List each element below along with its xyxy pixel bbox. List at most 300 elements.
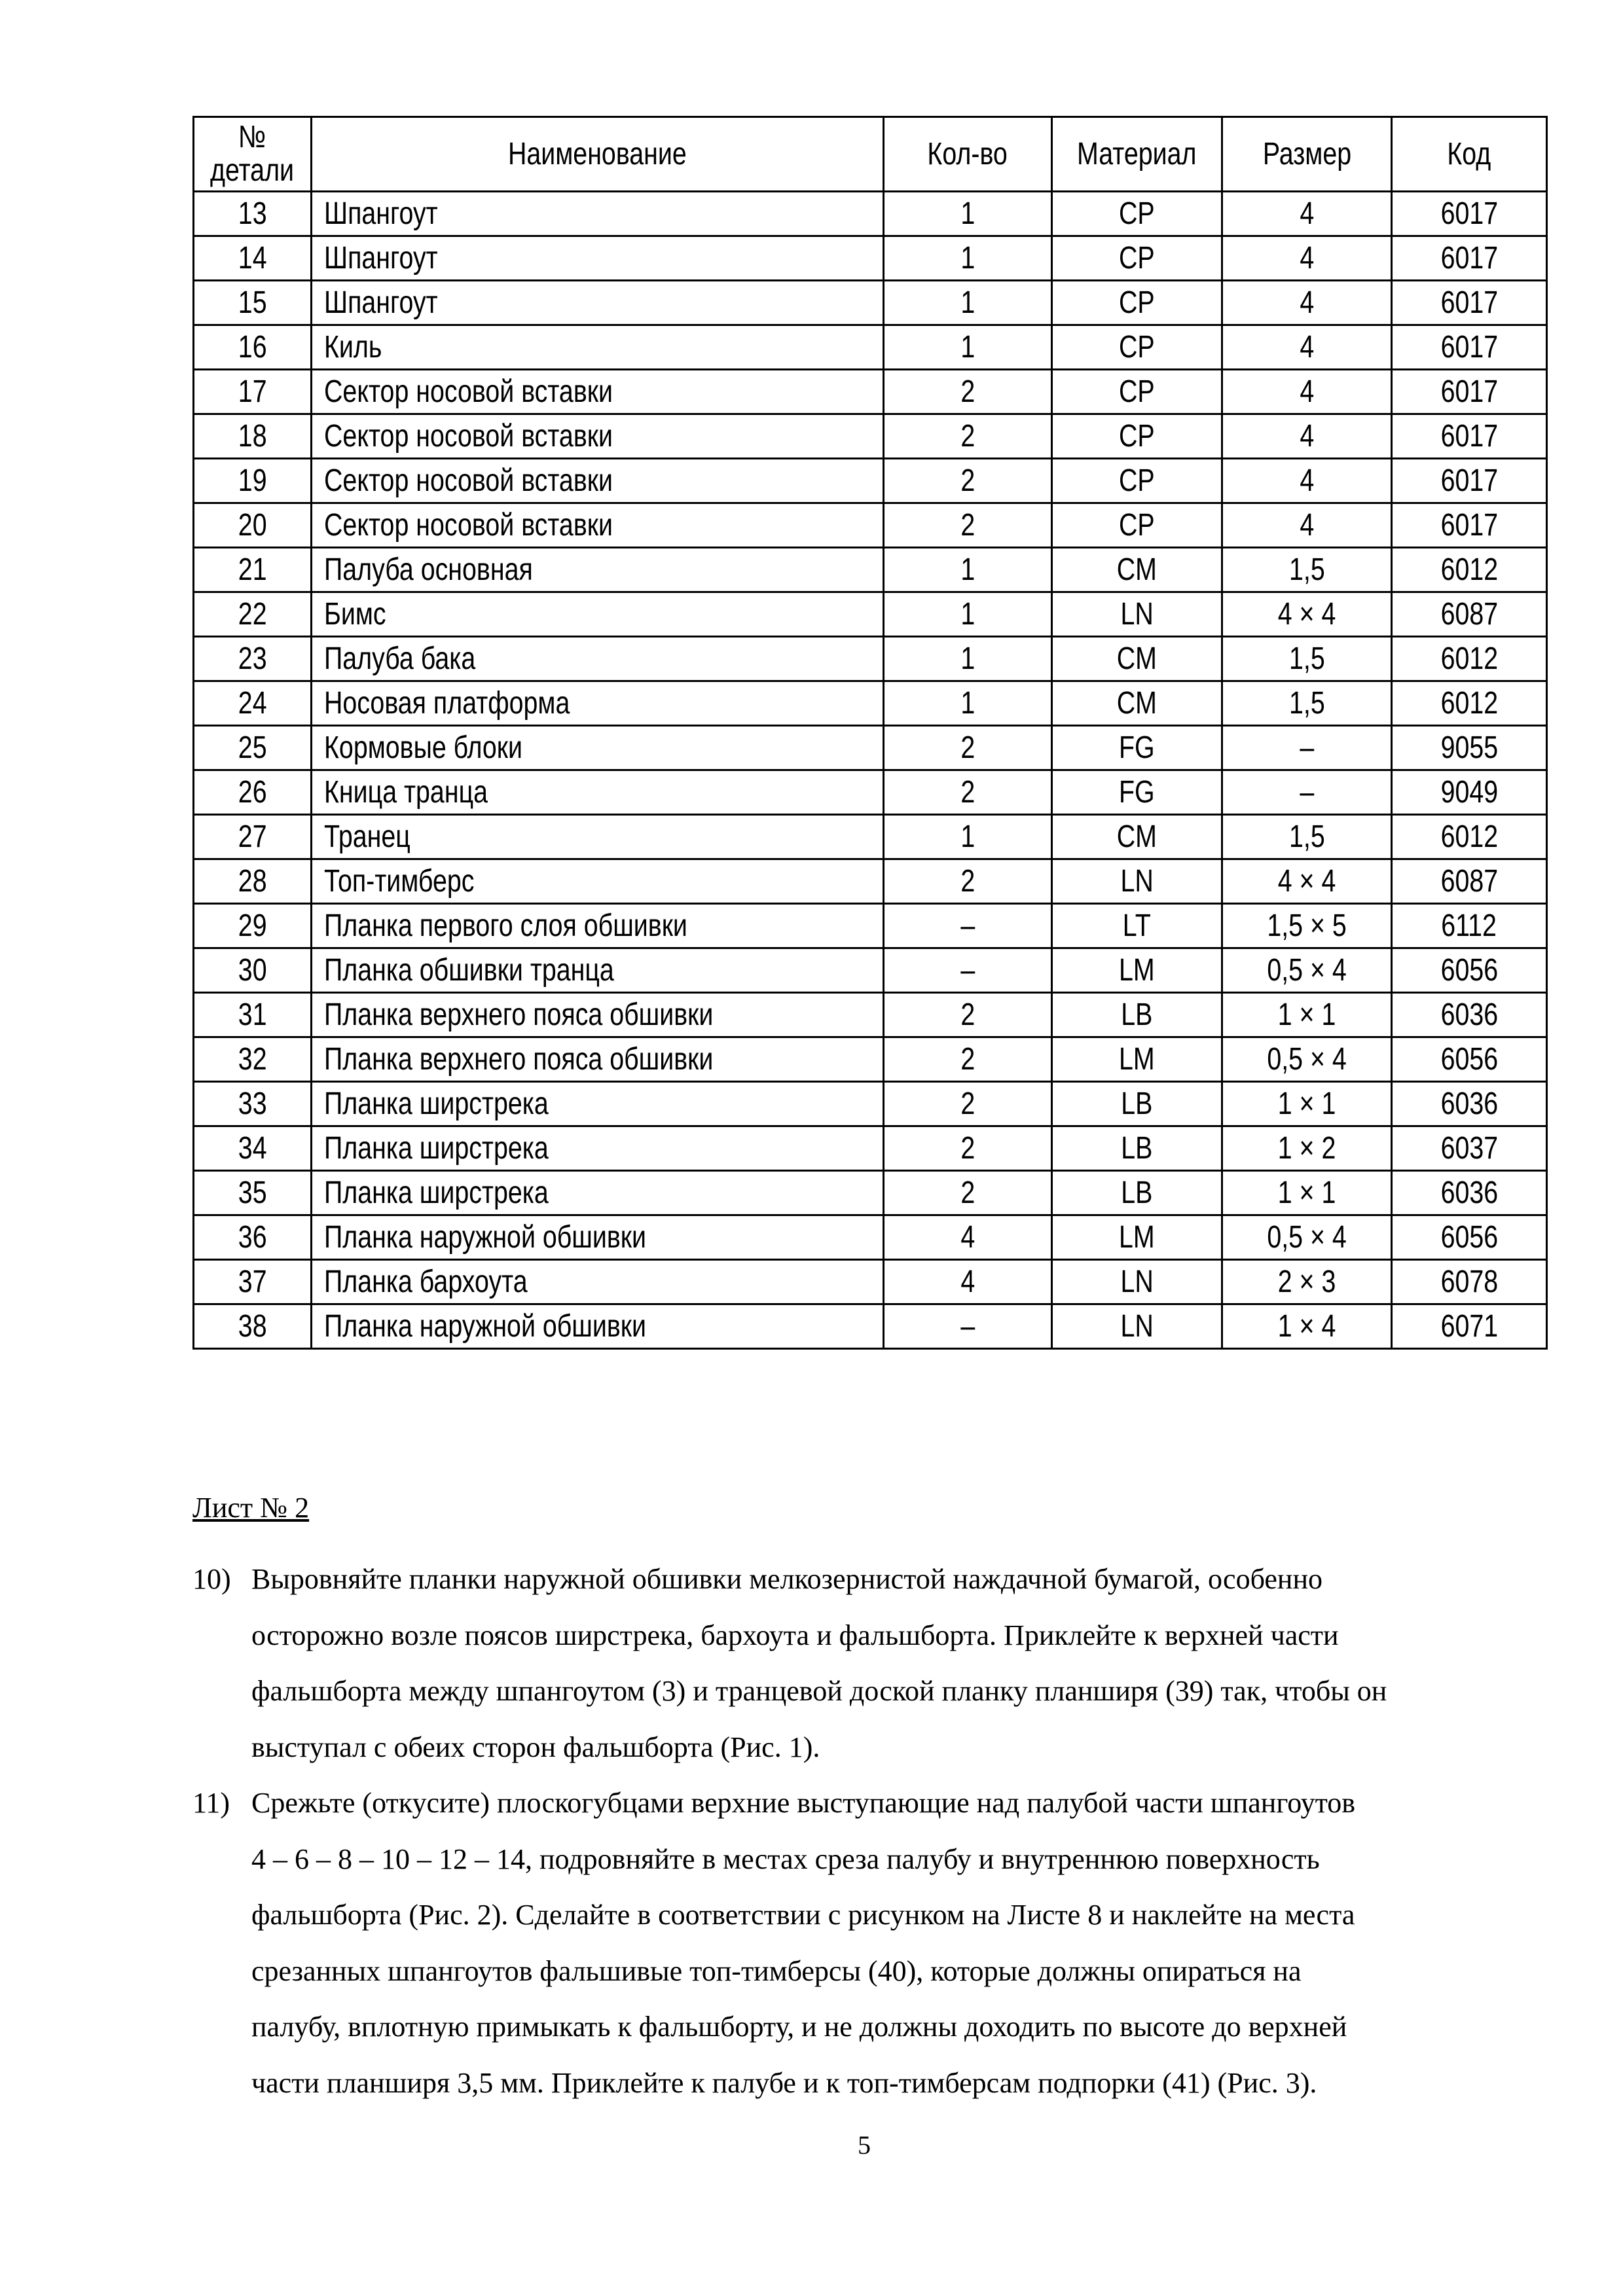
table-row xyxy=(194,1126,1547,1171)
table-row xyxy=(194,281,1547,325)
instruction-line: Срежьте (откусите) плоскогубцами верхние выступающие над палубой части шпангоутов xyxy=(251,1787,1356,1819)
cell-qty-text: 2 xyxy=(960,1041,975,1077)
cell-num-text: 20 xyxy=(238,507,267,543)
cell-qty-text: 1 xyxy=(960,240,975,276)
instruction-10 xyxy=(192,1551,1554,1775)
instruction-line: палубу, вплотную примыкать к фальшборту, и не должны доходить по высоте до верхней xyxy=(251,2011,1347,2043)
cell-name xyxy=(312,548,884,592)
cell-name xyxy=(312,192,884,236)
cell-name-text: Палуба бака xyxy=(324,641,476,676)
table-row xyxy=(194,1171,1547,1215)
cell-code-text: 6017 xyxy=(1440,240,1498,276)
cell-code xyxy=(1392,548,1547,592)
cell-num xyxy=(194,548,312,592)
cell-num xyxy=(194,681,312,726)
cell-material xyxy=(1052,1082,1222,1126)
cell-qty xyxy=(884,770,1052,815)
cell-num-text: 30 xyxy=(238,952,267,988)
cell-material-text: CP xyxy=(1119,196,1155,231)
cell-size xyxy=(1222,1126,1392,1171)
cell-num xyxy=(194,637,312,681)
cell-code xyxy=(1392,281,1547,325)
cell-size-text: 0,5 × 4 xyxy=(1267,1041,1347,1077)
cell-qty-text: 4 xyxy=(960,1219,975,1255)
instruction-line: части планширя 3,5 мм. Приклейте к палубе и к топ-тимберсам подпорки (41) (Рис. 3). xyxy=(251,2066,1317,2099)
page-number: 5 xyxy=(858,2130,871,2160)
table-row xyxy=(194,948,1547,993)
cell-name xyxy=(312,770,884,815)
cell-num xyxy=(194,503,312,548)
cell-qty-text: – xyxy=(960,952,975,988)
cell-size-text: 4 xyxy=(1300,507,1314,543)
cell-material-text: LN xyxy=(1120,596,1154,632)
cell-size-text: 4 xyxy=(1300,418,1314,454)
cell-name-text: Шпангоут xyxy=(324,196,438,231)
cell-name-text: Планка бархоута xyxy=(324,1264,528,1299)
cell-size xyxy=(1222,948,1392,993)
cell-num xyxy=(194,592,312,637)
cell-code-text: 9055 xyxy=(1440,730,1498,765)
table-row xyxy=(194,414,1547,459)
header-size-label: Размер xyxy=(1262,136,1351,171)
cell-qty-text: 2 xyxy=(960,774,975,810)
header-qty-label: Кол-во xyxy=(927,136,1008,171)
cell-num xyxy=(194,904,312,948)
cell-code xyxy=(1392,192,1547,236)
table-row xyxy=(194,370,1547,414)
cell-qty-text: 1 xyxy=(960,819,975,854)
cell-material-text: CM xyxy=(1116,685,1158,721)
cell-size-text: 4 xyxy=(1300,240,1314,276)
cell-name xyxy=(312,592,884,637)
cell-num xyxy=(194,459,312,503)
cell-size-text: 1,5 xyxy=(1288,819,1325,854)
cell-num xyxy=(194,1037,312,1082)
table-row xyxy=(194,1304,1547,1349)
cell-size-text: 4 xyxy=(1300,285,1314,320)
instruction-11 xyxy=(192,1775,1554,2111)
cell-material xyxy=(1052,1215,1222,1260)
table-row xyxy=(194,904,1547,948)
table-row xyxy=(194,459,1547,503)
cell-size-text: 1,5 xyxy=(1288,685,1325,721)
cell-code-text: 6112 xyxy=(1441,908,1497,943)
cell-qty xyxy=(884,1126,1052,1171)
cell-code-text: 6017 xyxy=(1440,196,1498,231)
cell-name xyxy=(312,1260,884,1304)
cell-name xyxy=(312,993,884,1037)
cell-material xyxy=(1052,192,1222,236)
cell-material xyxy=(1052,370,1222,414)
cell-size-text: 1 × 1 xyxy=(1277,1086,1336,1121)
cell-num-text: 17 xyxy=(238,374,267,409)
header-material xyxy=(1052,117,1222,192)
cell-qty-text: 1 xyxy=(960,685,975,721)
cell-size xyxy=(1222,815,1392,859)
cell-name-text: Сектор носовой вставки xyxy=(324,507,613,543)
cell-material-text: CM xyxy=(1116,552,1158,587)
cell-qty-text: 2 xyxy=(960,1175,975,1210)
header-size xyxy=(1222,117,1392,192)
cell-num-text: 29 xyxy=(238,908,267,943)
cell-qty-text: 1 xyxy=(960,552,975,587)
cell-size xyxy=(1222,681,1392,726)
table-row xyxy=(194,1260,1547,1304)
cell-material xyxy=(1052,236,1222,281)
cell-size xyxy=(1222,770,1392,815)
cell-code-text: 6017 xyxy=(1440,507,1498,543)
instruction-number: 11) xyxy=(192,1787,230,1819)
cell-name xyxy=(312,1215,884,1260)
cell-material-text: LM xyxy=(1119,1041,1155,1077)
cell-qty-text: 2 xyxy=(960,730,975,765)
cell-num-text: 16 xyxy=(238,329,267,365)
cell-code-text: 6012 xyxy=(1440,685,1498,721)
table-row xyxy=(194,637,1547,681)
cell-code xyxy=(1392,770,1547,815)
cell-qty xyxy=(884,681,1052,726)
cell-size xyxy=(1222,414,1392,459)
cell-name xyxy=(312,815,884,859)
cell-name xyxy=(312,281,884,325)
cell-code-text: 6017 xyxy=(1440,329,1498,365)
cell-material xyxy=(1052,726,1222,770)
cell-code xyxy=(1392,325,1547,370)
cell-name xyxy=(312,637,884,681)
cell-material-text: CP xyxy=(1119,240,1155,276)
cell-name xyxy=(312,681,884,726)
cell-code-text: 6017 xyxy=(1440,463,1498,498)
cell-size-text: 4 xyxy=(1300,196,1314,231)
cell-code xyxy=(1392,1304,1547,1349)
cell-qty-text: 1 xyxy=(960,329,975,365)
cell-qty xyxy=(884,281,1052,325)
instruction-line: срезанных шпангоутов фальшивые топ-тимберсы (40), которые должны опираться на xyxy=(251,1954,1302,1987)
table-row xyxy=(194,592,1547,637)
cell-num xyxy=(194,1215,312,1260)
cell-name xyxy=(312,503,884,548)
cell-size-text: 4 × 4 xyxy=(1277,863,1336,899)
cell-name-text: Сектор носовой вставки xyxy=(324,418,613,454)
cell-material xyxy=(1052,637,1222,681)
cell-size xyxy=(1222,503,1392,548)
cell-material-text: CP xyxy=(1119,285,1155,320)
cell-num xyxy=(194,1304,312,1349)
cell-num xyxy=(194,236,312,281)
cell-size-text: 4 × 4 xyxy=(1277,596,1336,632)
cell-code xyxy=(1392,1215,1547,1260)
cell-qty xyxy=(884,1304,1052,1349)
cell-material xyxy=(1052,1260,1222,1304)
cell-material-text: CM xyxy=(1116,819,1158,854)
cell-size xyxy=(1222,192,1392,236)
cell-num-text: 25 xyxy=(238,730,267,765)
cell-qty xyxy=(884,192,1052,236)
cell-name xyxy=(312,1037,884,1082)
cell-material xyxy=(1052,1126,1222,1171)
cell-name xyxy=(312,459,884,503)
cell-num xyxy=(194,993,312,1037)
cell-code xyxy=(1392,1126,1547,1171)
cell-code xyxy=(1392,993,1547,1037)
cell-qty-text: 1 xyxy=(960,196,975,231)
cell-num xyxy=(194,192,312,236)
cell-size-text: 1 × 4 xyxy=(1277,1308,1336,1344)
cell-size-text: 0,5 × 4 xyxy=(1267,1219,1347,1255)
cell-material-text: CP xyxy=(1119,463,1155,498)
cell-material xyxy=(1052,904,1222,948)
cell-material-text: LB xyxy=(1121,1130,1153,1166)
cell-num-text: 18 xyxy=(238,418,267,454)
cell-size-text: 4 xyxy=(1300,329,1314,365)
cell-code-text: 6071 xyxy=(1440,1308,1498,1344)
table-row xyxy=(194,815,1547,859)
cell-material-text: CP xyxy=(1119,329,1155,365)
cell-material-text: LN xyxy=(1120,863,1154,899)
cell-qty-text: 2 xyxy=(960,507,975,543)
cell-material-text: LN xyxy=(1120,1264,1154,1299)
cell-material-text: LB xyxy=(1121,997,1153,1032)
cell-size-text: 1 × 2 xyxy=(1277,1130,1336,1166)
cell-num-text: 15 xyxy=(238,285,267,320)
cell-material xyxy=(1052,548,1222,592)
cell-num-text: 36 xyxy=(238,1219,267,1255)
header-code xyxy=(1392,117,1547,192)
cell-qty xyxy=(884,859,1052,904)
cell-material-text: LT xyxy=(1122,908,1151,943)
cell-size xyxy=(1222,993,1392,1037)
cell-num-text: 24 xyxy=(238,685,267,721)
cell-material xyxy=(1052,993,1222,1037)
cell-size-text: – xyxy=(1300,730,1314,765)
cell-qty-text: 2 xyxy=(960,463,975,498)
cell-name xyxy=(312,1126,884,1171)
cell-num xyxy=(194,1260,312,1304)
cell-name-text: Транец xyxy=(324,819,410,854)
cell-code xyxy=(1392,370,1547,414)
cell-size xyxy=(1222,548,1392,592)
cell-name xyxy=(312,1171,884,1215)
cell-material xyxy=(1052,1304,1222,1349)
cell-code xyxy=(1392,815,1547,859)
cell-code-text: 9049 xyxy=(1440,774,1498,810)
cell-num-text: 14 xyxy=(238,240,267,276)
cell-num xyxy=(194,948,312,993)
header-name-label: Наименование xyxy=(508,136,687,171)
cell-num-text: 27 xyxy=(238,819,267,854)
cell-code xyxy=(1392,904,1547,948)
cell-size xyxy=(1222,904,1392,948)
cell-name-text: Сектор носовой вставки xyxy=(324,374,613,409)
cell-num-text: 28 xyxy=(238,863,267,899)
cell-qty xyxy=(884,236,1052,281)
cell-qty xyxy=(884,948,1052,993)
header-part-number xyxy=(194,117,312,192)
cell-name-text: Планка обшивки транца xyxy=(324,952,614,988)
cell-num xyxy=(194,770,312,815)
parts-table xyxy=(192,116,1548,1350)
cell-size xyxy=(1222,592,1392,637)
cell-material xyxy=(1052,281,1222,325)
cell-name-text: Киль xyxy=(324,329,382,365)
cell-qty-text: 2 xyxy=(960,863,975,899)
cell-code xyxy=(1392,236,1547,281)
cell-code xyxy=(1392,503,1547,548)
cell-qty xyxy=(884,1260,1052,1304)
cell-material xyxy=(1052,592,1222,637)
cell-material xyxy=(1052,859,1222,904)
cell-name-text: Планка верхнего пояса обшивки xyxy=(324,1041,714,1077)
cell-qty xyxy=(884,1082,1052,1126)
table-row xyxy=(194,770,1547,815)
cell-name-text: Планка ширстрека xyxy=(324,1086,549,1121)
header-num-symbol: № xyxy=(238,120,266,155)
cell-code-text: 6056 xyxy=(1440,952,1498,988)
cell-size xyxy=(1222,1171,1392,1215)
table-row xyxy=(194,236,1547,281)
cell-qty xyxy=(884,815,1052,859)
cell-size-text: 1,5 xyxy=(1288,552,1325,587)
cell-material xyxy=(1052,1037,1222,1082)
table-body xyxy=(194,192,1547,1349)
cell-name-text: Палуба основная xyxy=(324,552,533,587)
cell-material-text: LM xyxy=(1119,952,1155,988)
cell-code-text: 6012 xyxy=(1440,641,1498,676)
cell-num-text: 21 xyxy=(238,552,267,587)
cell-size-text: 1,5 xyxy=(1288,641,1325,676)
cell-name-text: Планка ширстрека xyxy=(324,1175,549,1210)
cell-material-text: LB xyxy=(1121,1175,1153,1210)
cell-qty xyxy=(884,592,1052,637)
cell-num xyxy=(194,1082,312,1126)
cell-material-text: CP xyxy=(1119,418,1155,454)
cell-name-text: Бимс xyxy=(324,596,386,632)
cell-size-text: 2 × 3 xyxy=(1277,1264,1336,1299)
cell-qty xyxy=(884,993,1052,1037)
cell-num-text: 33 xyxy=(238,1086,267,1121)
cell-name xyxy=(312,726,884,770)
instruction-line: осторожно возле поясов ширстрека, бархоута и фальшборта. Приклейте к верхней части xyxy=(251,1619,1339,1651)
cell-name-text: Планка верхнего пояса обшивки xyxy=(324,997,714,1032)
cell-material-text: CP xyxy=(1119,374,1155,409)
table-row xyxy=(194,1082,1547,1126)
cell-name-text: Кница транца xyxy=(324,774,488,810)
cell-qty xyxy=(884,414,1052,459)
cell-num-text: 19 xyxy=(238,463,267,498)
cell-qty-text: 1 xyxy=(960,596,975,632)
cell-material xyxy=(1052,414,1222,459)
cell-name-text: Планка наружной обшивки xyxy=(324,1219,646,1255)
instruction-line: выступал с обеих сторон фальшборта (Рис. 1). xyxy=(251,1731,820,1763)
cell-name xyxy=(312,370,884,414)
cell-material xyxy=(1052,681,1222,726)
cell-size xyxy=(1222,281,1392,325)
cell-size xyxy=(1222,726,1392,770)
cell-size xyxy=(1222,370,1392,414)
cell-code-text: 6036 xyxy=(1440,1086,1498,1121)
table-row xyxy=(194,1215,1547,1260)
cell-code xyxy=(1392,859,1547,904)
cell-material-text: LM xyxy=(1119,1219,1155,1255)
cell-num-text: 23 xyxy=(238,641,267,676)
cell-size xyxy=(1222,325,1392,370)
cell-code-text: 6017 xyxy=(1440,285,1498,320)
cell-code xyxy=(1392,592,1547,637)
instruction-line: Выровняйте планки наружной обшивки мелкозернистой наждачной бумагой, особенно xyxy=(251,1563,1323,1595)
cell-code-text: 6087 xyxy=(1440,596,1498,632)
cell-qty xyxy=(884,370,1052,414)
instruction-item xyxy=(192,1775,1554,2111)
cell-size xyxy=(1222,1304,1392,1349)
cell-name-text: Носовая платформа xyxy=(324,685,570,721)
cell-code-text: 6056 xyxy=(1440,1219,1498,1255)
cell-code-text: 6087 xyxy=(1440,863,1498,899)
cell-material-text: FG xyxy=(1119,730,1155,765)
cell-code-text: 6037 xyxy=(1440,1130,1498,1166)
cell-num xyxy=(194,859,312,904)
cell-num-text: 22 xyxy=(238,596,267,632)
table-header-row xyxy=(194,117,1547,192)
cell-num-text: 26 xyxy=(238,774,267,810)
header-code-label: Код xyxy=(1447,136,1491,171)
table-row xyxy=(194,192,1547,236)
cell-material xyxy=(1052,770,1222,815)
cell-code xyxy=(1392,681,1547,726)
table-row xyxy=(194,681,1547,726)
cell-qty-text: 2 xyxy=(960,418,975,454)
cell-code-text: 6017 xyxy=(1440,374,1498,409)
cell-num-text: 13 xyxy=(238,196,267,231)
cell-name-text: Кормовые блоки xyxy=(324,730,522,765)
cell-material-text: CP xyxy=(1119,507,1155,543)
header-qty xyxy=(884,117,1052,192)
table-row xyxy=(194,503,1547,548)
cell-qty xyxy=(884,325,1052,370)
cell-material xyxy=(1052,1171,1222,1215)
table-row xyxy=(194,859,1547,904)
cell-code-text: 6056 xyxy=(1440,1041,1498,1077)
instruction-item xyxy=(192,1551,1554,1775)
cell-num xyxy=(194,1171,312,1215)
cell-material xyxy=(1052,325,1222,370)
cell-code-text: 6017 xyxy=(1440,418,1498,454)
header-name xyxy=(312,117,884,192)
cell-material xyxy=(1052,815,1222,859)
cell-name xyxy=(312,859,884,904)
cell-material-text: LN xyxy=(1120,1308,1154,1344)
cell-code xyxy=(1392,414,1547,459)
header-material-label: Материал xyxy=(1077,136,1197,171)
cell-name-text: Сектор носовой вставки xyxy=(324,463,613,498)
cell-num-text: 38 xyxy=(238,1308,267,1344)
cell-code xyxy=(1392,637,1547,681)
cell-num-text: 32 xyxy=(238,1041,267,1077)
cell-size-text: 4 xyxy=(1300,463,1314,498)
cell-size xyxy=(1222,459,1392,503)
cell-size xyxy=(1222,1260,1392,1304)
cell-qty xyxy=(884,637,1052,681)
cell-num-text: 31 xyxy=(238,997,267,1032)
cell-size xyxy=(1222,637,1392,681)
cell-num xyxy=(194,370,312,414)
cell-size xyxy=(1222,1215,1392,1260)
cell-qty xyxy=(884,726,1052,770)
cell-num xyxy=(194,1126,312,1171)
cell-name-text: Планка первого слоя обшивки xyxy=(324,908,687,943)
cell-size-text: 0,5 × 4 xyxy=(1267,952,1347,988)
cell-code xyxy=(1392,1171,1547,1215)
cell-qty-text: 2 xyxy=(960,374,975,409)
